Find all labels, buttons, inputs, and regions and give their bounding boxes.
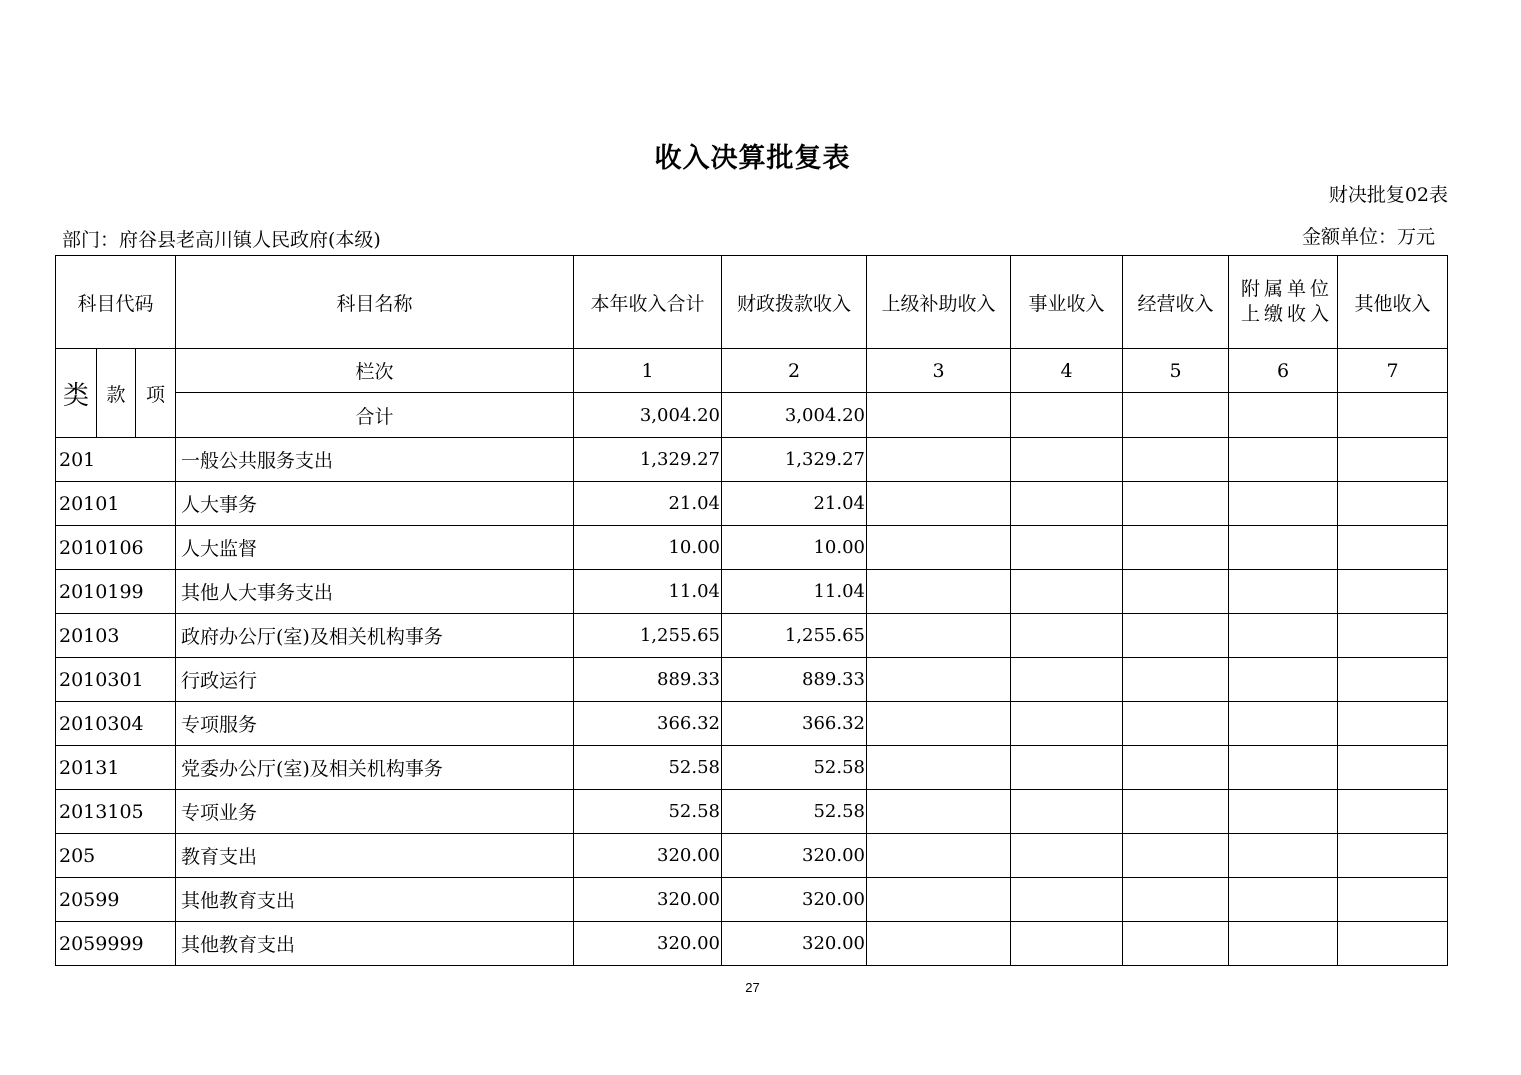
- page-number: 27: [745, 980, 760, 995]
- row-empty-cell: [1229, 790, 1338, 834]
- row-empty-cell: [1338, 570, 1448, 614]
- table-row: [56, 614, 1448, 658]
- form-number: 财决批复02表: [1328, 184, 1448, 206]
- row-empty-cell: [867, 790, 1011, 834]
- row-name: 专项服务: [176, 702, 574, 746]
- table-row: [56, 834, 1448, 878]
- row-code: 2010301: [56, 658, 176, 702]
- header-col-2: 财政拨款收入: [722, 256, 867, 349]
- row-empty-cell: [1011, 482, 1123, 526]
- row-empty-cell: [1011, 922, 1123, 966]
- row-total: 320.00: [574, 878, 722, 922]
- header-col-7: 其他收入: [1338, 256, 1448, 349]
- row-empty-cell: [1011, 614, 1123, 658]
- row-total: 52.58: [574, 790, 722, 834]
- header-row: [56, 256, 1448, 349]
- department-label: 部门：府谷县老高川镇人民政府(本级): [62, 229, 381, 251]
- col-number-2: 2: [722, 349, 867, 393]
- row-fiscal: 320.00: [722, 922, 867, 966]
- row-empty-cell: [1338, 834, 1448, 878]
- row-code: 205: [56, 834, 176, 878]
- col-number-5: 5: [1123, 349, 1229, 393]
- row-fiscal: 52.58: [722, 790, 867, 834]
- row-empty-cell: [867, 658, 1011, 702]
- sub-lei: 类: [56, 349, 97, 438]
- row-name: 党委办公厅(室)及相关机构事务: [176, 746, 574, 790]
- row-empty-cell: [1338, 878, 1448, 922]
- total-label: 合计: [176, 393, 574, 438]
- row-empty-cell: [1123, 570, 1229, 614]
- row-name: 一般公共服务支出: [176, 438, 574, 482]
- col-number-4: 4: [1011, 349, 1123, 393]
- table-row: [56, 922, 1448, 966]
- row-empty-cell: [1229, 746, 1338, 790]
- row-empty-cell: [1338, 614, 1448, 658]
- row-empty-cell: [1229, 658, 1338, 702]
- col-number-7: 7: [1338, 349, 1448, 393]
- row-total: 52.58: [574, 746, 722, 790]
- table-row: [56, 790, 1448, 834]
- row-fiscal: 11.04: [722, 570, 867, 614]
- row-empty-cell: [1338, 658, 1448, 702]
- row-empty-cell: [867, 482, 1011, 526]
- row-empty-cell: [1011, 570, 1123, 614]
- row-empty-cell: [1011, 746, 1123, 790]
- row-fiscal: 1,329.27: [722, 438, 867, 482]
- row-empty-cell: [867, 834, 1011, 878]
- row-empty-cell: [867, 746, 1011, 790]
- header-col-5: 经营收入: [1123, 256, 1229, 349]
- row-fiscal: 21.04: [722, 482, 867, 526]
- total-value-1: 3,004.20: [574, 393, 722, 438]
- row-empty-cell: [1229, 702, 1338, 746]
- row-total: 10.00: [574, 526, 722, 570]
- row-fiscal: 10.00: [722, 526, 867, 570]
- row-fiscal: 320.00: [722, 878, 867, 922]
- row-code: 20599: [56, 878, 176, 922]
- row-name: 教育支出: [176, 834, 574, 878]
- row-empty-cell: [1338, 482, 1448, 526]
- row-code: 201: [56, 438, 176, 482]
- row-total: 1,329.27: [574, 438, 722, 482]
- row-empty-cell: [1123, 702, 1229, 746]
- row-name: 行政运行: [176, 658, 574, 702]
- row-empty-cell: [1229, 878, 1338, 922]
- row-total: 21.04: [574, 482, 722, 526]
- row-empty-cell: [867, 702, 1011, 746]
- row-empty-cell: [1123, 658, 1229, 702]
- row-total: 320.00: [574, 834, 722, 878]
- table-row: [56, 482, 1448, 526]
- row-fiscal: 889.33: [722, 658, 867, 702]
- row-empty-cell: [1011, 878, 1123, 922]
- row-total: 320.00: [574, 922, 722, 966]
- header-name: 科目名称: [176, 256, 574, 349]
- row-fiscal: 320.00: [722, 834, 867, 878]
- page-title: 收入决算批复表: [654, 143, 851, 174]
- table-row: [56, 658, 1448, 702]
- row-empty-cell: [867, 526, 1011, 570]
- lanci-row: [56, 349, 1448, 393]
- row-empty-cell: [1338, 702, 1448, 746]
- table-row: [56, 438, 1448, 482]
- amount-unit-label: 金额单位：万元: [1301, 226, 1435, 248]
- row-name: 其他教育支出: [176, 878, 574, 922]
- row-empty-cell: [1011, 790, 1123, 834]
- row-name: 政府办公厅(室)及相关机构事务: [176, 614, 574, 658]
- header-code: 科目代码: [56, 256, 176, 349]
- row-name: 人大监督: [176, 526, 574, 570]
- row-empty-cell: [1229, 922, 1338, 966]
- row-code: 20131: [56, 746, 176, 790]
- col-number-3: 3: [867, 349, 1011, 393]
- table-row: [56, 746, 1448, 790]
- row-fiscal: 1,255.65: [722, 614, 867, 658]
- row-empty-cell: [867, 922, 1011, 966]
- row-empty-cell: [1338, 922, 1448, 966]
- row-empty-cell: [867, 878, 1011, 922]
- row-empty-cell: [867, 570, 1011, 614]
- row-name: 其他人大事务支出: [176, 570, 574, 614]
- row-code: 2010106: [56, 526, 176, 570]
- row-empty-cell: [1123, 922, 1229, 966]
- total-row: [56, 393, 1448, 438]
- total-value-2: 3,004.20: [722, 393, 867, 438]
- row-code: 2059999: [56, 922, 176, 966]
- row-empty-cell: [1123, 438, 1229, 482]
- table-row: [56, 878, 1448, 922]
- row-empty-cell: [1123, 746, 1229, 790]
- sub-xiang: 项: [136, 349, 176, 438]
- row-empty-cell: [1011, 438, 1123, 482]
- row-code: 2013105: [56, 790, 176, 834]
- row-empty-cell: [1123, 482, 1229, 526]
- row-empty-cell: [1338, 438, 1448, 482]
- row-empty-cell: [1011, 834, 1123, 878]
- row-total: 366.32: [574, 702, 722, 746]
- col-number-1: 1: [574, 349, 722, 393]
- table-row: [56, 526, 1448, 570]
- table-row: [56, 570, 1448, 614]
- row-total: 889.33: [574, 658, 722, 702]
- row-total: 1,255.65: [574, 614, 722, 658]
- row-empty-cell: [1011, 658, 1123, 702]
- row-empty-cell: [1229, 438, 1338, 482]
- row-name: 专项业务: [176, 790, 574, 834]
- row-empty-cell: [1123, 878, 1229, 922]
- row-empty-cell: [867, 438, 1011, 482]
- row-empty-cell: [1229, 834, 1338, 878]
- row-code: 20103: [56, 614, 176, 658]
- row-empty-cell: [867, 614, 1011, 658]
- table-row: [56, 702, 1448, 746]
- row-empty-cell: [1123, 834, 1229, 878]
- row-empty-cell: [1229, 570, 1338, 614]
- row-total: 11.04: [574, 570, 722, 614]
- row-empty-cell: [1011, 702, 1123, 746]
- sub-kuan: 款: [97, 349, 136, 438]
- row-empty-cell: [1123, 614, 1229, 658]
- row-code: 20101: [56, 482, 176, 526]
- row-empty-cell: [1338, 790, 1448, 834]
- row-empty-cell: [1229, 482, 1338, 526]
- row-empty-cell: [1123, 790, 1229, 834]
- row-code: 2010304: [56, 702, 176, 746]
- row-empty-cell: [1011, 526, 1123, 570]
- row-name: 其他教育支出: [176, 922, 574, 966]
- row-empty-cell: [1229, 526, 1338, 570]
- row-name: 人大事务: [176, 482, 574, 526]
- col-number-6: 6: [1229, 349, 1338, 393]
- income-table: [55, 255, 1448, 966]
- row-fiscal: 52.58: [722, 746, 867, 790]
- lanci-label: 栏次: [176, 349, 574, 393]
- row-empty-cell: [1338, 526, 1448, 570]
- row-empty-cell: [1123, 526, 1229, 570]
- row-fiscal: 366.32: [722, 702, 867, 746]
- row-empty-cell: [1229, 614, 1338, 658]
- header-col-4: 事业收入: [1011, 256, 1123, 349]
- row-empty-cell: [1338, 746, 1448, 790]
- header-col-1: 本年收入合计: [574, 256, 722, 349]
- header-col-3: 上级补助收入: [867, 256, 1011, 349]
- header-col-6: 附属单位上缴收入: [1229, 256, 1338, 349]
- row-code: 2010199: [56, 570, 176, 614]
